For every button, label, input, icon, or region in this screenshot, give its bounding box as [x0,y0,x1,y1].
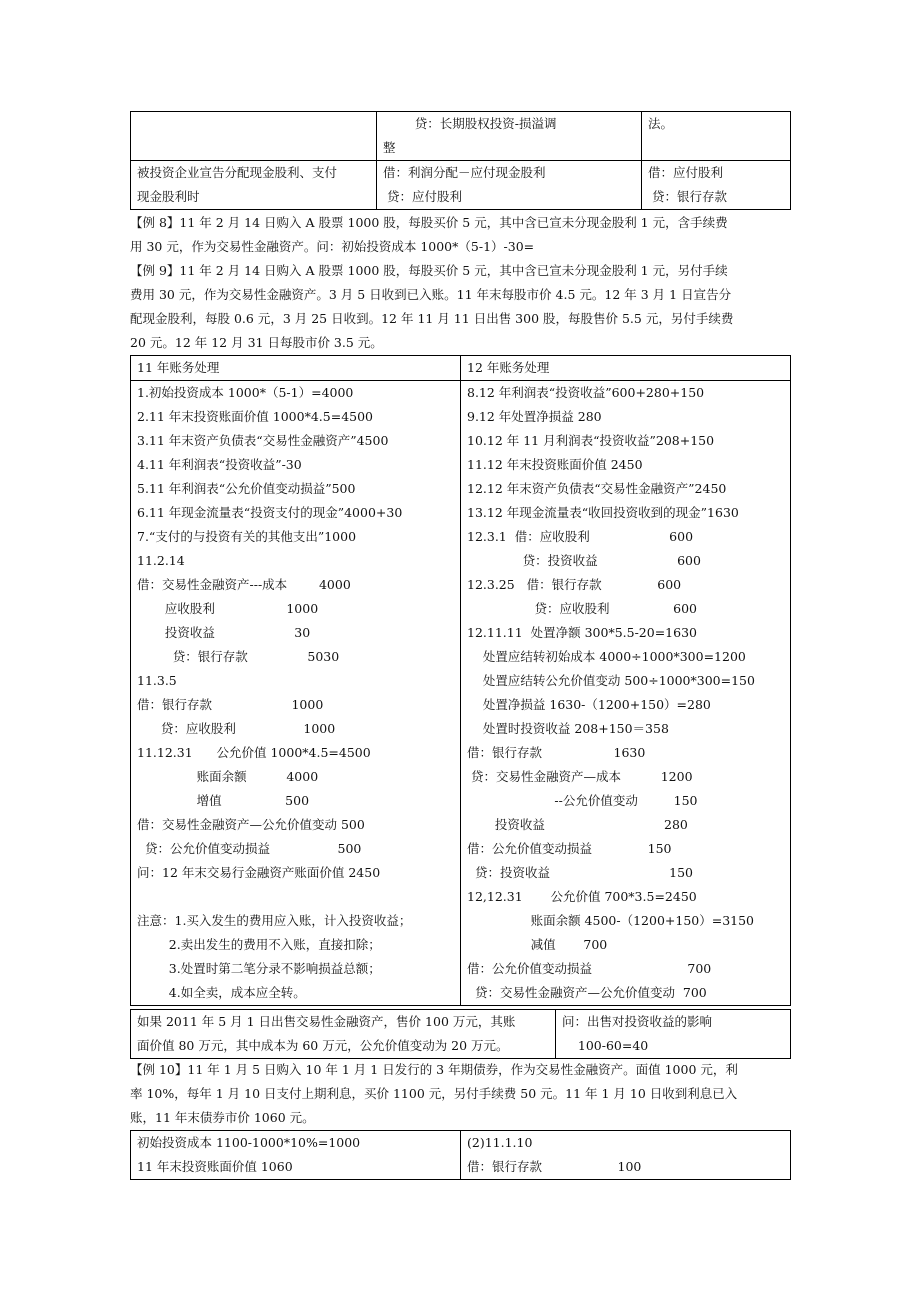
text-line: 9.12 年处置净损益 280 [467,409,602,424]
text-line: 贷：应收股利 1000 [137,721,336,736]
text-line: 借：公允价值变动损益 150 [467,841,672,856]
text-line: (2)11.1.10 [467,1135,533,1150]
text-line: 现金股利时 [137,189,200,204]
text-line: 【例 9】11 年 2 月 14 日购入 A 股票 1000 股，每股买价 5 元，其中含已宣未分现金股利 1 元，另付手续 [130,263,728,278]
text-line: 1.初始投资成本 1000*（5-1）=4000 [137,385,354,400]
example-8-paragraph [130,211,790,259]
text-line: 贷：长期股权投资-损溢调 [383,116,557,131]
table-cell [377,112,642,161]
table-row [131,1010,791,1059]
text-line: 率 10%，每年 1 月 10 日支付上期利息，买价 1100 元，另付手续费 50 元。11 年 1 月 10 日收到利息已入 [130,1086,738,1101]
text-line: 6.11 年现金流量表“投资支付的现金”4000+30 [137,505,403,520]
text-line: 贷：应收股利 600 [467,601,697,616]
table-cell [556,1010,791,1059]
table-cell [377,161,642,210]
text-line: 12.3.25 借：银行存款 600 [467,577,682,592]
table-cell [131,112,377,161]
table-cell [642,112,791,161]
text-line: 20 元。12 年 12 月 31 日每股市价 3.5 元。 [130,335,383,350]
text-line: 投资收益 30 [137,625,311,640]
table-row [131,381,791,1006]
text-line: 4.11 年利润表“投资收益”-30 [137,457,302,472]
table-sale-impact [130,1009,790,1059]
text-line: 用 30 元，作为交易性金融资产。问：初始投资成本 1000*（5-1）-30= [130,239,535,254]
text-line: 贷：银行存款 5030 [137,649,340,664]
column-header-11: 11 年账务处理 [131,356,461,381]
text-line [648,136,784,160]
text-line: 注意：1.买入发生的费用应入账，计入投资收益； [137,913,412,928]
text-line: 贷：交易性金融资产—成本 1200 [467,769,693,784]
text-line: 处置时投资收益 208+150＝358 [467,721,669,736]
year-12-entries [461,381,791,1006]
text-line: 2.11 年末投资账面价值 1000*4.5=4500 [137,409,374,424]
table-accounting-treatment [130,355,790,1006]
table-row [131,161,791,210]
text-line: 3.11 年末资产负债表“交易性金融资产”4500 [137,433,389,448]
text-line: 应收股利 1000 [137,601,319,616]
table-row [131,1131,791,1180]
text-line: 整 [383,140,396,155]
table-cell [131,161,377,210]
text-line: 费用 30 元，作为交易性金融资产。3 月 5 日收到已入账。11 年末每股市价 4.5 元。12 年 3 月 1 日宣告分 [130,287,732,302]
text-line: 10.12 年 11 月利润表“投资收益”208+150 [467,433,715,448]
table-cell [461,1131,791,1180]
column-header-12: 12 年账务处理 [461,356,791,381]
text-line: 12,12.31 公允价值 700*3.5=2450 [467,889,697,904]
text-line: 11.12.31 公允价值 1000*4.5=4500 [137,745,371,760]
text-line: 7.“支付的与投资有关的其他支出”1000 [137,529,357,544]
text-line: 100-60=40 [562,1038,649,1053]
text-line: 【例 8】11 年 2 月 14 日购入 A 股票 1000 股，每股买价 5 元，其中含已宣未分现金股利 1 元，含手续费 [130,215,728,230]
text-line: 账，11 年末债券市价 1060 元。 [130,1110,315,1125]
year-11-entries [131,381,461,1006]
text-line [137,136,370,160]
text-line: 2.卖出发生的费用不入账，直接扣除； [137,937,381,952]
text-line: 12.3.1 借：应收股利 600 [467,529,694,544]
text-line: 面价值 80 万元，其中成本为 60 万元，公允价值变动为 20 万元。 [137,1038,509,1053]
text-line: 借：交易性金融资产---成本 4000 [137,577,351,592]
example-9-paragraph [130,259,790,355]
text-line: 12.12 年末资产负债表“交易性金融资产”2450 [467,481,727,496]
text-line: 贷：银行存款 [648,189,727,204]
text-line: 11.3.5 [137,673,177,688]
text-line: 借：银行存款 1000 [137,697,324,712]
table-header-row [131,356,791,381]
text-line: 4.如全卖，成本应全转。 [137,985,306,1000]
text-line: 被投资企业宣告分配现金股利、支付 [137,165,338,180]
text-line [137,112,370,136]
table-bond-entries [130,1130,790,1180]
text-line: 借：银行存款 100 [467,1159,642,1174]
text-line: 增值 500 [137,793,310,808]
table-row [131,112,791,161]
text-line: 借：银行存款 1630 [467,745,646,760]
text-line: 投资收益 280 [467,817,688,832]
text-line: 借：交易性金融资产—公允价值变动 500 [137,817,365,832]
text-line: 11 年末投资账面价值 1060 [137,1159,293,1174]
text-line: 3.处置时第二笔分录不影响损益总额； [137,961,381,976]
text-line [137,885,454,909]
text-line: 问：12 年末交易行金融资产账面价值 2450 [137,865,381,880]
text-line: 8.12 年利润表“投资收益”600+280+150 [467,385,705,400]
text-line: 减值 700 [467,937,608,952]
text-line: 【例 10】11 年 1 月 5 日购入 10 年 1 月 1 日发行的 3 年期债券，作为交易性金融资产。面值 1000 元，利 [130,1062,738,1077]
table-equity-method [130,111,790,210]
text-line: 如果 2011 年 5 月 1 日出售交易性金融资产，售价 100 万元，其账 [137,1014,516,1029]
text-line: 处置净损益 1630-（1200+150）=280 [467,697,711,712]
text-line: 贷：公允价值变动损益 500 [137,841,362,856]
text-line: 配现金股利，每股 0.6 元，3 月 25 日收到。12 年 11 月 11 日出售 300 股，每股售价 5.5 元，另付手续费 [130,311,734,326]
text-line: 初始投资成本 1100-1000*10%=1000 [137,1135,361,1150]
text-line: 5.11 年利润表“公允价值变动损益”500 [137,481,356,496]
text-line: 处置应结转公允价值变动 500÷1000*300=150 [467,673,755,688]
table-cell [642,161,791,210]
text-line: 贷：应付股利 [383,189,462,204]
text-line: 13.12 年现金流量表“收回投资收到的现金”1630 [467,505,739,520]
example-10-paragraph [130,1058,790,1130]
text-line: 11.2.14 [137,553,185,568]
table-cell [131,1010,556,1059]
text-line: 贷：投资收益 150 [467,865,694,880]
text-line: 处置应结转初始成本 4000÷1000*300=1200 [467,649,746,664]
text-line: 法。 [648,116,674,131]
text-line: --公允价值变动 150 [467,793,698,808]
text-line: 借：公允价值变动损益 700 [467,961,712,976]
text-line: 贷：交易性金融资产—公允价值变动 700 [467,985,707,1000]
text-line: 贷：投资收益 600 [467,553,701,568]
text-line: 借：利润分配－应付现金股利 [383,165,546,180]
text-line: 问：出售对投资收益的影响 [562,1014,713,1029]
text-line: 借：应付股利 [648,165,724,180]
text-line: 12.11.11 处置净额 300*5.5-20=1630 [467,625,697,640]
text-line: 账面余额 4500-（1200+150）=3150 [467,913,755,928]
text-line: 账面余额 4000 [137,769,319,784]
table-cell [131,1131,461,1180]
text-line: 11.12 年末投资账面价值 2450 [467,457,643,472]
